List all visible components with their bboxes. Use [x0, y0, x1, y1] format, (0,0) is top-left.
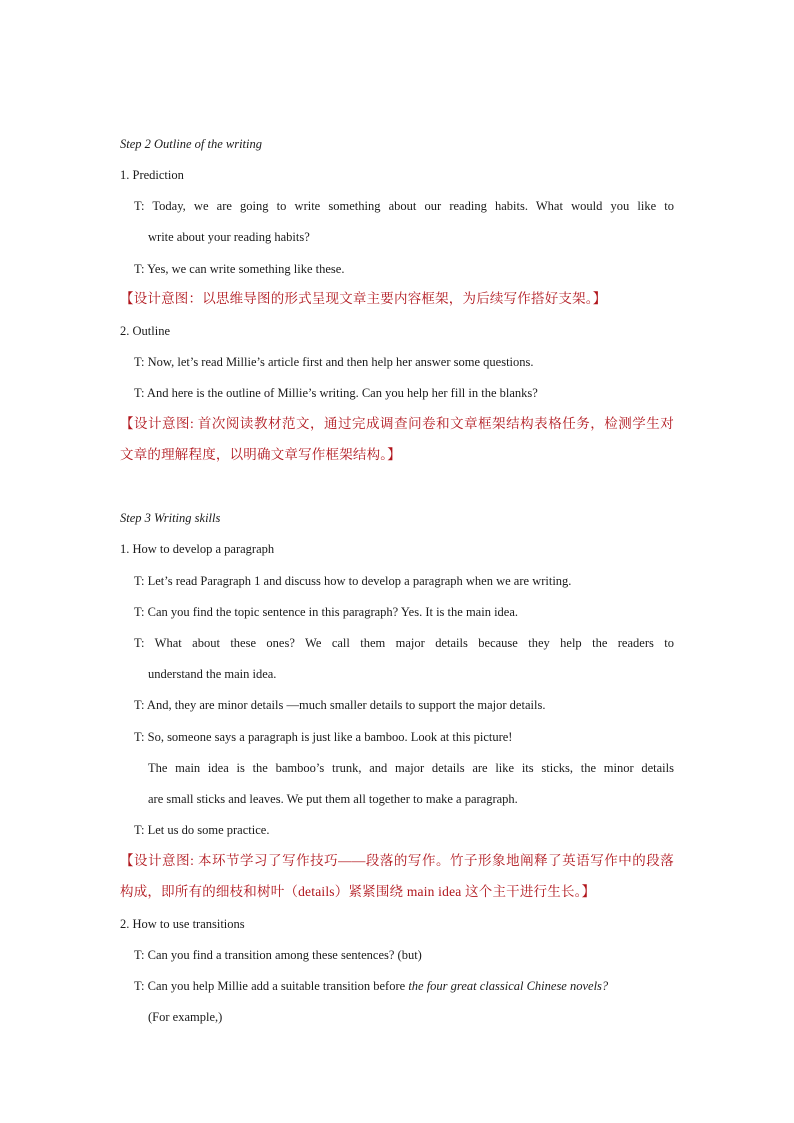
design-intent-2-line-2: 文章的理解程度，以明确文章写作框架结构。】 — [120, 447, 401, 462]
transitions-teacher-line-1: T: Can you find a transition among these sentences? (but) — [134, 948, 422, 962]
prediction-teacher-line-1: T: Today, we are going to write something about our reading habits. What would you like to — [134, 199, 674, 213]
paragraph-teacher-line-3-cont: understand the main idea. — [148, 667, 277, 681]
paragraph-teacher-line-5: T: So, someone says a paragraph is just like a bamboo. Look at this picture! — [134, 730, 513, 744]
prediction-title: 1. Prediction — [120, 168, 184, 182]
paragraph-teacher-line-6: T: Let us do some practice. — [134, 823, 270, 837]
design-intent-3-line-1: 【设计意图: 本环节学习了写作技巧——段落的写作。竹子形象地阐释了英语写作中的段落 — [120, 853, 674, 868]
paragraph-teacher-line-1: T: Let’s read Paragraph 1 and discuss how to develop a paragraph when we are writing. — [134, 574, 572, 588]
novels-phrase: the four great classical Chinese novels? — [408, 979, 609, 993]
design-intent-1: 【设计意图：以思维导图的形式呈现文章主要内容框架，为后续写作搭好支架。】 — [120, 291, 607, 306]
step3-heading: Step 3 Writing skills — [120, 511, 221, 525]
design-intent-3-line-2: 构成，即所有的细枝和树叶（details）紧紧围绕 main idea 这个主干进行生长。】 — [120, 884, 596, 899]
step2-heading: Step 2 Outline of the writing — [120, 137, 263, 151]
paragraph-title: 1. How to develop a paragraph — [120, 542, 275, 556]
paragraph-teacher-line-5-cont: The main idea is the bamboo’s trunk, and major details are like its sticks, the minor details — [148, 761, 674, 775]
paragraph-teacher-line-3: T: What about these ones? We call them major details because they help the readers to — [134, 636, 674, 650]
design-intent-2-line-1: 【设计意图: 首次阅读教材范文，通过完成调查问卷和文章框架结构表格任务，检测学生对 — [120, 416, 674, 431]
paragraph-teacher-line-5-cont-2: are small sticks and leaves. We put them all together to make a paragraph. — [148, 792, 518, 806]
transitions-teacher-line-2-text: T: Can you help Millie add a suitable transition before — [134, 979, 409, 993]
paragraph-teacher-line-4: T: And, they are minor details —much smaller details to support the major details. — [134, 698, 546, 712]
paragraph-teacher-line-2: T: Can you find the topic sentence in this paragraph? Yes. It is the main idea. — [134, 605, 519, 619]
outline-teacher-line-2: T: And here is the outline of Millie’s writing. Can you help her fill in the blanks? — [134, 386, 538, 400]
prediction-teacher-line-1-cont: write about your reading habits? — [148, 230, 310, 244]
transitions-teacher-line-2-cont: (For example,) — [148, 1010, 223, 1024]
transitions-title: 2. How to use transitions — [120, 917, 245, 931]
outline-teacher-line-1: T: Now, let’s read Millie’s article first and then help her answer some questions. — [134, 355, 534, 369]
prediction-teacher-line-2: T: Yes, we can write something like these. — [134, 262, 345, 276]
outline-title: 2. Outline — [120, 324, 170, 338]
transitions-teacher-line-2 — [134, 978, 608, 994]
